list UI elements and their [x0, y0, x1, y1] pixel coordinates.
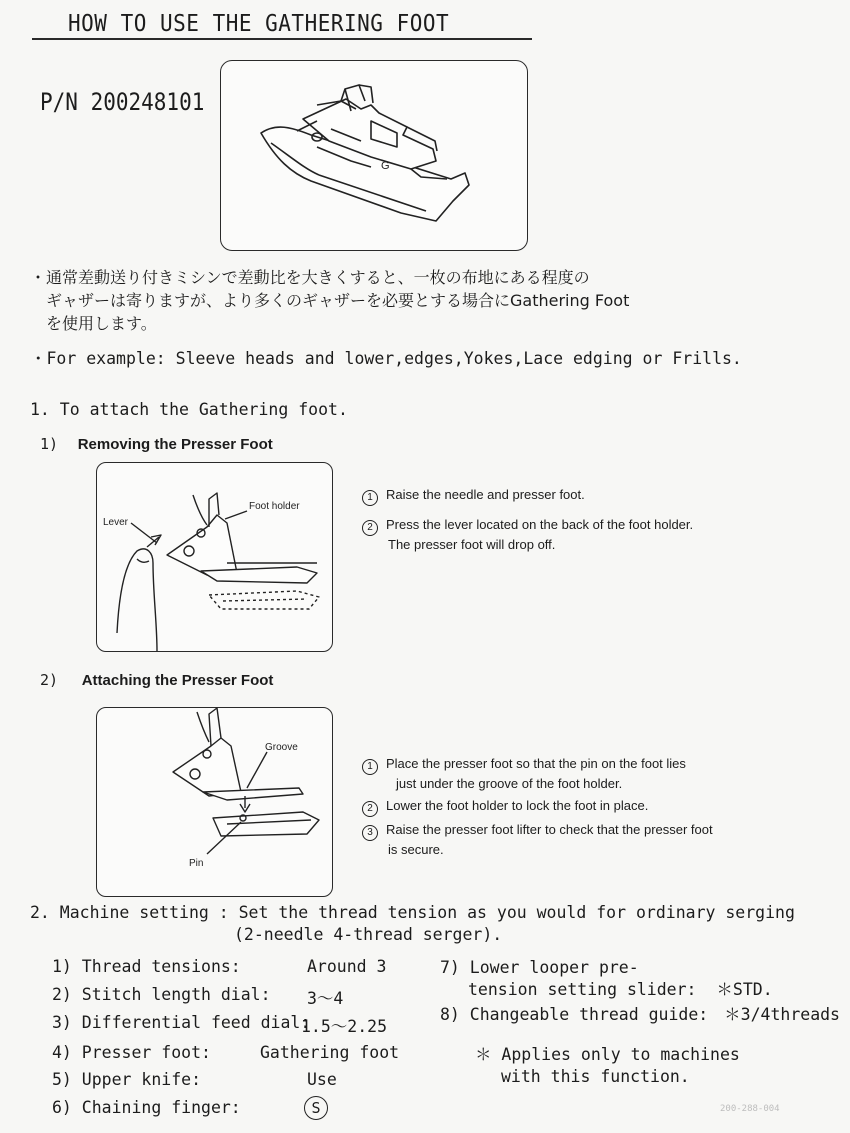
setting-row	[440, 957, 773, 1001]
setting-row	[52, 1043, 211, 1062]
step-item	[362, 797, 713, 817]
step-number: 1	[362, 759, 378, 775]
intro-line: を使用します。	[30, 314, 157, 333]
setting-row	[52, 1098, 241, 1117]
title-underline	[32, 38, 532, 40]
setting-label: 8) Changeable thread guide:	[440, 1005, 709, 1024]
sub1-heading	[40, 434, 273, 453]
setting-label: 1) Thread tensions:	[52, 957, 241, 976]
step-text: Raise the presser foot lifter to check that the presser foot	[386, 822, 713, 837]
note-line: with this function.	[501, 1067, 690, 1086]
step-number: 2	[362, 801, 378, 817]
document-title: HOW TO USE THE GATHERING FOOT	[68, 10, 450, 37]
removing-steps	[362, 486, 693, 554]
step-text: Raise the needle and presser foot.	[386, 487, 585, 502]
setting-label: 7) Lower looper pre-	[440, 958, 639, 977]
intro-line: ギャザーは寄りますが、より多くのギャザーを必要とする場合にGathering Foot	[30, 291, 630, 310]
attaching-illustration	[97, 708, 332, 896]
step-number: 2	[362, 520, 378, 536]
removing-figure	[96, 462, 333, 652]
setting-row	[52, 957, 241, 976]
setting-row	[52, 1013, 310, 1032]
note-line: ＊ Applies only to machines	[475, 1045, 740, 1064]
setting-value: 1.5～2.25	[301, 1017, 388, 1036]
step-text: Place the presser foot so that the pin on the foot lies	[386, 756, 686, 771]
chaining-finger-value	[304, 1096, 328, 1120]
applies-note	[475, 1044, 740, 1088]
sub2-title: Attaching the Presser Foot	[81, 672, 274, 689]
s-circle-value: S	[304, 1096, 328, 1120]
example-line: ・For example: Sleeve heads and lower,edges,Yokes,Lace edging or Frills.	[30, 349, 742, 368]
setting-value: ＊STD.	[716, 980, 773, 999]
foot-letter: G	[381, 160, 390, 172]
step-text: just under the groove of the foot holder.	[396, 776, 623, 791]
intro-line: ・通常差動送り付きミシンで差動比を大きくすると、一枚の布地にある程度の	[30, 268, 590, 287]
step-number: 1	[362, 490, 378, 506]
step-text: Press the lever located on the back of the foot holder.	[386, 517, 694, 532]
section1-title: 1. To attach the Gathering foot.	[30, 400, 348, 419]
setting-row	[52, 1070, 201, 1089]
lever-label: Lever	[103, 517, 129, 528]
setting-row	[52, 985, 271, 1004]
sub1-title: Removing the Presser Foot	[77, 436, 273, 453]
gathering-foot-figure	[220, 60, 528, 251]
setting-label: tension setting slider:	[468, 980, 697, 999]
step-item	[362, 486, 693, 506]
step-text: is secure.	[388, 842, 444, 857]
setting-value: ＊3/4threads	[724, 1005, 840, 1024]
sub1-number: 1)	[40, 435, 59, 453]
setting-value: Around 3	[307, 957, 387, 976]
setting-label: 5) Upper knife:	[52, 1070, 202, 1089]
part-number: P/N 200248101	[40, 88, 205, 116]
step-item	[362, 516, 693, 554]
setting-value: 3～4	[307, 989, 344, 1008]
setting-value: Gathering foot	[260, 1043, 400, 1062]
pin-label: Pin	[189, 858, 204, 869]
removing-illustration	[97, 463, 332, 651]
attaching-steps	[362, 755, 713, 859]
document-code: 200-288-004	[720, 1104, 780, 1114]
sub2-heading	[40, 670, 273, 689]
intro-japanese	[30, 266, 629, 335]
foot-holder-label: Foot holder	[249, 501, 300, 512]
groove-label: Groove	[265, 742, 298, 753]
gathering-foot-illustration	[221, 61, 527, 250]
section2-line1: 2. Machine setting : Set the thread tension as you would for ordinary serging	[30, 903, 795, 922]
step-item	[362, 755, 713, 793]
setting-row	[440, 1001, 840, 1025]
setting-label: 6) Chaining finger:	[52, 1098, 241, 1117]
setting-label: 2) Stitch length dial:	[52, 985, 271, 1004]
step-text: Lower the foot holder to lock the foot in place.	[386, 798, 649, 813]
sub2-number: 2)	[40, 671, 59, 689]
step-number: 3	[362, 825, 378, 841]
attaching-figure	[96, 707, 333, 897]
setting-label: 3) Differential feed dial:	[52, 1013, 311, 1032]
step-text: The presser foot will drop off.	[388, 537, 556, 552]
section2-line2: (2-needle 4-thread serger).	[234, 925, 503, 944]
step-item	[362, 821, 713, 859]
setting-value: Use	[307, 1070, 337, 1089]
setting-label: 4) Presser foot:	[52, 1043, 211, 1062]
